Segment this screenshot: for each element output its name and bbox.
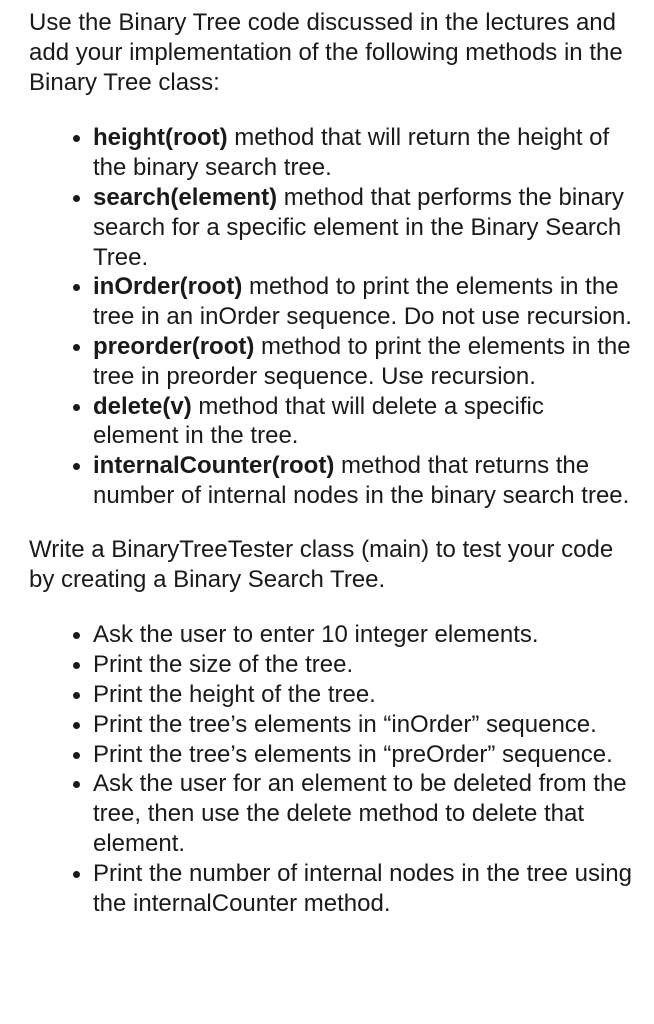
method-name: search(element) (93, 183, 278, 211)
method-description: method that will delete a specific element in the tree. (93, 392, 544, 450)
step-text: Print the number of internal nodes in the tree using the internalCounter method. (93, 859, 632, 917)
bullet-icon (73, 404, 80, 411)
step-text: Print the tree’s elements in “inOrder” sequence. (93, 710, 597, 738)
list-item (93, 710, 634, 740)
list-item (93, 272, 634, 332)
bullet-icon (73, 752, 80, 759)
list-item (93, 451, 634, 511)
method-name: delete(v) (93, 392, 192, 420)
bullet-icon (73, 871, 80, 878)
list-item (93, 769, 634, 858)
bullet-icon (73, 463, 80, 470)
bullet-icon (73, 692, 80, 699)
intro-paragraph: Use the Binary Tree code discussed in the lectures and add your implementation of the following methods in the Binary Tree class: (29, 9, 623, 96)
method-description: method that performs the binary search for a specific element in the Binary Search Tree. (93, 183, 624, 271)
method-description: method to print the elements in the tree in preorder sequence. Use recursion. (93, 332, 631, 390)
bullet-icon (73, 662, 80, 669)
method-name: height(root) (93, 124, 228, 152)
method-name: preorder(root) (93, 332, 255, 360)
list-item (93, 183, 634, 272)
method-description: method to print the elements in the tree in an inOrder sequence. Do not use recursion. (93, 273, 632, 331)
tester-paragraph: Write a BinaryTreeTester class (main) to test your code by creating a Binary Search Tree. (29, 535, 614, 593)
bullet-icon (73, 722, 80, 729)
step-text: Ask the user for an element to be deleted from the tree, then use the delete method to delete that element. (93, 770, 627, 857)
list-item (93, 740, 634, 770)
step-text: Print the tree’s elements in “preOrder” sequence. (93, 740, 613, 768)
method-description: method that returns the number of internal nodes in the binary search tree. (93, 452, 630, 509)
method-name: inOrder(root) (93, 273, 243, 301)
list-item (93, 650, 634, 680)
bullet-icon (73, 135, 80, 142)
list-item (93, 680, 634, 710)
list-item (93, 392, 634, 452)
bullet-icon (73, 632, 80, 639)
step-text: Print the height of the tree. (93, 680, 376, 708)
list-item (93, 620, 634, 650)
list-item (93, 123, 634, 183)
method-description: method that will return the height of the binary search tree. (93, 124, 610, 182)
list-item (93, 332, 634, 392)
bullet-icon (73, 781, 80, 788)
bullet-icon (73, 195, 80, 202)
method-name: internalCounter(root) (93, 452, 335, 480)
list-item (93, 859, 634, 919)
bullet-icon (73, 344, 80, 351)
step-text: Ask the user to enter 10 integer elements. (93, 621, 539, 649)
methods-list (29, 123, 634, 510)
step-text: Print the size of the tree. (93, 651, 354, 679)
bullet-icon (73, 284, 80, 291)
tester-steps-list (29, 620, 634, 918)
